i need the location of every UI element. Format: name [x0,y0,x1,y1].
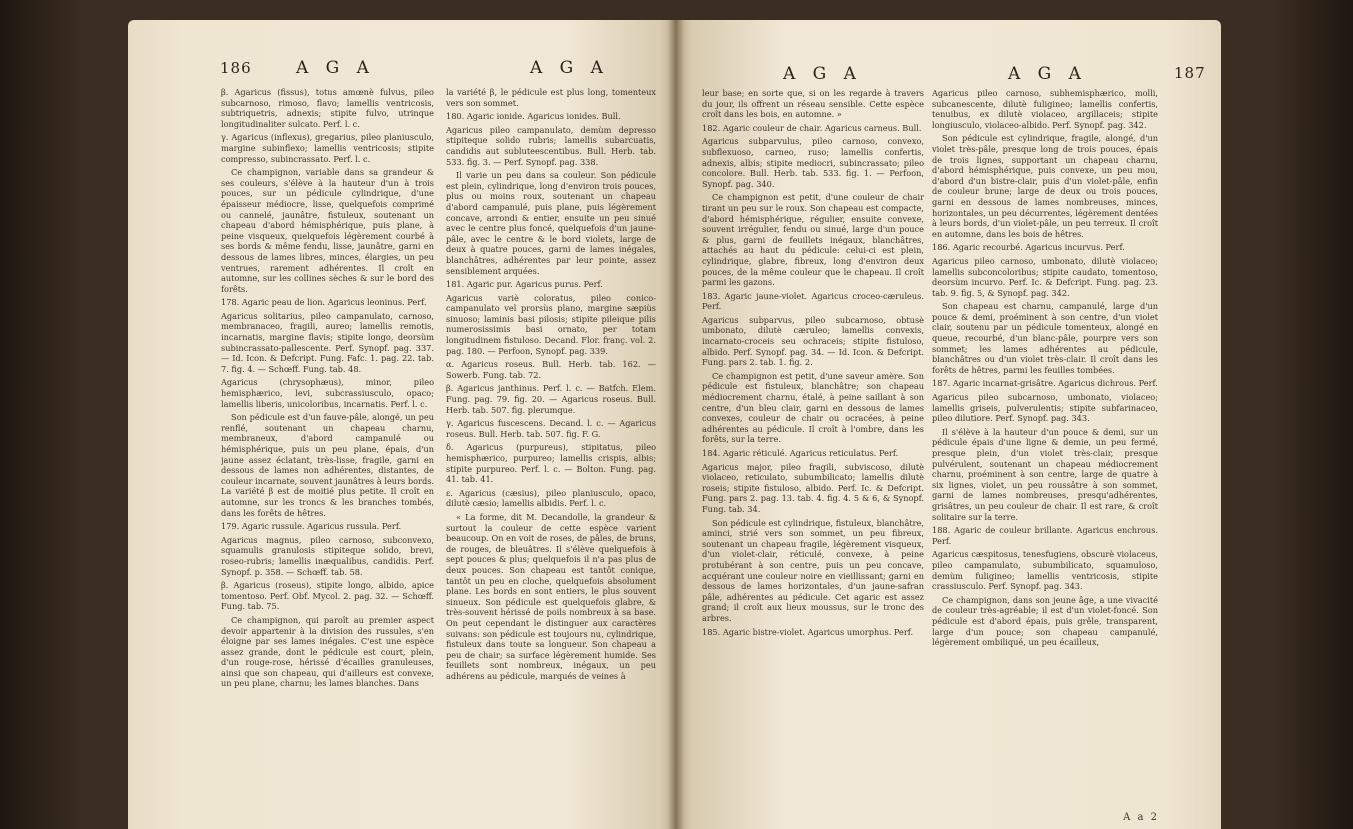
paragraph: Agaricus pileo subcarnoso, umbonato, violaceo; lamellis griseis, pulverulentis; stipite subfarinaceo, pileo dilutiore. Perf. Synopf. pag. 343. [932,392,1158,424]
entry-heading: 188. Agaric de couleur brillante. Agaricus enchrous. Perf. [932,525,1158,546]
paragraph: la variété β, le pédicule est plus long, tomenteux vers son sommet. [446,87,656,108]
paragraph: Agaricus cæspitosus, tenesfugiens, obscurè violaceus, pileo campanulato, subumbilicato, squamuloso, demùm fuligineo; lamellis ventricosis, stipite crassiusculo. Perf. Synopf. pag. 343. [932,549,1158,592]
running-head-right: A G A [530,58,609,78]
entry-heading: 184. Agaric réticulé. Agaricus reticulatus. Perf. [702,448,899,458]
paragraph: Son chapeau est charnu, campanulé, large d'un pouce & demi, proéminent à son centre, d'un violet clair, soutenu par un pédicule tomenteux, alongé en queue, recourbé, d'un blanc-pâle, pourpre vers son sommet; les lames adhérentes au pédicule, blanchâtres ou d'un violet très-clair. Il croît dans les forêts de hêtres, parmi les feuilles tombées. [932,301,1158,375]
entry-heading: 186. Agaric recourbé. Agaricus incurvus. Perf. [932,242,1125,253]
page-number: 187 [1174,64,1206,82]
paragraph: leur base; en sorte que, si on les regarde à travers du jour, ils offrent un réseau sensible. Cette espèce croît dans les bois, en automne. » [702,88,924,120]
book-gutter [668,20,684,829]
running-head-right: A G A [1008,64,1087,84]
entry-heading: 179. Agaric russule. Agaricus russula. Perf. [221,521,402,532]
paragraph: Agaricus pileo campanulato, demùm depresso stipiteque solido rubris; lamellis subarcuatis, candidis aut subluteescentibus. Bull. Herb. tab. 533. fig. 3. — Perf. Synopf. pag. 338. [446,124,656,167]
paragraph: « La forme, dit M. Decandolle, la grandeur & surtout la couleur de cette espèce varient beaucoup. On en voit de roses, de pâles, de bruns, de rouges, de bleuâtres. Il s'élève quelquefois à sept pouces & plus; quelquefois il n'a pas plus de deux pouces. Son chapeau est tantôt conique, tantôt un peu en cloche, quelquefois absolument plane. Les bords en sont entiers, le plus souvent sinueux. Son pédicule est quelquefois glabre, & très-souvent hérissé de poils nombreux à sa base. On peut cependant le distinguer aux caractères suivans: son pédicule est toujours nu, cylindrique, fistuleux dans toute sa longueur. Son chapeau a peu de chair; sa surface légèrement humide. Ses feuillets sont nombreux, inégaux, un peu adhérens au pédicule, marqués de veines à [446,511,656,681]
right-page [676,20,1221,829]
paragraph: Agaricus major, pileo fragili, subviscoso, dilutè violaceo, reticulato, subumbilicato; lamellis dilutè roseis; stipite fistuloso, albido. Perf. Ic. & Defcript. Fung. pars 2. pag. 13. tab. 4. fig. 4. 5 & 6, & Synopf. Fung. tab. 34. [702,461,924,514]
text-column-2 [446,87,656,827]
paragraph: Agaricus solitarius, pileo campanulato, carnoso, membranaceo, fragili, aureo; lamellis remotis, incarnatis, margine flavis; stipite longo, deorsùm subincrassato-pallescente. Perf. Synopf. pag. 337. — Id. Icon. & Defcript. Fung. Fafc. 1. pag. 22. tab. 7. fig. 4. — Schœff. Fung. tab. 48. [221,310,434,374]
paragraph: β. Agaricus (fissus), totus amœnè fulvus, pileo subcarnoso, rimoso, flavo; lamellis ventricosis, subtriquetris, adnexis; stipite fulvo, utrinque longitudinaliter sulcato. Perf. l. c. [221,87,434,129]
paragraph: γ. Agaricus (inflexus), gregarius, pileo planiusculo, margine subinflexo; lamellis ventricosis; stipite compresso, subincrassato. Perf. l. c. [221,132,434,164]
running-head-left: A G A [783,64,862,84]
left-page [128,20,676,829]
paragraph: β. Agaricus (roseus), stipite longo, albido, apice tomentoso. Perf. Obf. Mycol. 2. pag. 32. — Schœff. Fung. tab. 75. [221,580,434,612]
paragraph: Agaricus variè coloratus, pileo conico-campanulato vel prorsùs plano, margine sæpiùs sinuoso; laminis basi pilosis; stipite pileique pilis numerosissimis basi ornato, per totam longitudinem fistuloso. Decand. Flor. franç. vol. 2. pag. 180. — Perfoon, Synopf. pag. 339. [446,292,656,356]
paragraph: Agaricus magnus, pileo carnoso, subconvexo, squamulis granulosis stipiteque solido, brevi, roseo-rubris; lamellis inæqualibus, candidis. Perf. Synopf. p. 358. — Schœff. tab. 58. [221,534,434,577]
entry-heading: 185. Agaric bistre-violet. Agaricus umorphus. Perf. [702,626,914,637]
paragraph: Ce champignon est petit, d'une saveur amère. Son pédicule est fistuleux, blanchâtre; son chapeau médiocrement charnu, étalé, à peine saillant à son centre, d'un bleu clair, garni en dessous de lames convexes, couleur de chair ou ocracées, à peine adhérentes au pédicule. Il croît à l'ombre, dans les forêts, sur la terre. [702,370,924,445]
entry-heading: 182. Agaric couleur de chair. Agaricus carneus. Bull. [702,122,922,133]
text-column-1 [221,87,434,827]
paragraph: Agaricus pileo carnoso, subhemisphærico, molli, subcanescente, dilutè fuligineo; lamellis confertis, tenuibus, ex dilutè violaceo, argillaceis; stipite longiusculo, violaceo-albido. Perf. Synopf. pag. 342. [932,88,1158,130]
paragraph: ε. Agaricus (cæsius), pileo planiusculo, opaco, dilutè cæsio; lamellis albidis. Perf. l. c. [446,487,656,509]
paragraph: Agaricus subparvus, pileo subcarnoso, obtusè umbonato, dilutè cæruleo; lamellis convexis, incarnato-croceis seu ochraceis; stipite fistuloso, albido. Perf. Synopf. pag. 34. — Id. Icon. & Defcript. Fung. pars 2. tab. 1. fig. 2. [702,314,924,368]
paragraph: Son pédicule est cylindrique, fragile, alongé, d'un violet très-pâle, presque long de trois pouces, épais de trois lignes, supportant un chapeau charnu, d'abord hémisphérique, puis convexe, un peu mou, d'abord d'un bistre-clair, puis d'un violet-pâle, enfin de couleur brune; large de deux ou trois pouces, garni en dessous de lames nombreuses, minces, horizontales, un peu décurrentes, légèrement dentées à leurs bords, d'un violet-pâle, un peu terreux. Il croît en automne, dans les bois de hêtres. [932,133,1158,239]
paragraph: Ce champignon, dans son jeune âge, a une vivacité de couleur très-agréable; il est d'un violet-foncé. Son pédicule est d'abord épais, puis grêle, transparent, large d'un pouce; son chapeau campanulé, légèrement ombiliqué, un peu écailleux, [932,594,1158,648]
page-number: 186 [220,59,252,77]
entry-heading: 178. Agaric peau de lion. Agaricus leoninus. Perf. [221,297,427,308]
signature-mark: A a 2 [1123,812,1159,823]
paragraph: Ce champignon, qui paroît au premier aspect devoir appartenir à la division des russules, s'en éloigne par ses lames inégales. C'est une espèce assez grande, dont le pédicule est court, plein, d'un rouge-rose, hérissé d'écailles granuleuses, ainsi que son chapeau, qui d'ailleurs est convexe, un peu plane, charnu; les lames blanches. Dans [221,614,434,689]
text-column-2 [932,88,1158,808]
paragraph: Son pédicule est d'un fauve-pâle, alongé, un peu renflé, soutenant un chapeau charnu, membraneux, d'abord campanulé ou hémisphérique, puis un peu plane, épais, d'un jaune assez éclatant, très-lisse, fragile, garni en dessous de lames non adhérentes, distantes, de couleur incarnate, souvent jaunâtres à leurs bords. La variété β est de moitié plus petite. Il croît en automne, sur les troncs & les branches tombés, dans les forêts de hêtres. [221,412,434,518]
paragraph: β. Agaricus janthinus. Perf. l. c. — Batfch. Elem. Fung. pag. 79. fig. 20. — Agaricus roseus. Bull. Herb. tab. 507. fig. plerumque. [446,383,656,415]
paragraph: Ce champignon est petit, d'une couleur de chair tirant un peu sur le roux. Son chapeau est compacte, d'abord hémisphérique, régulier, ensuite convexe, souvent irrégulier, fendu ou sinué, large d'un pouce & plus, garni de feuillets inégaux, blanchâtres, attachés au haut du pédicule: celui-ci est plein, cylindrique, glabre, fibreux, long d'environ deux pouces, de la même couleur que le chapeau. Il croît parmi les gazons. [702,192,924,288]
paragraph: Ce champignon, variable dans sa grandeur & ses couleurs, s'élève à la hauteur d'un à trois pouces, sur un pédicule cylindrique, d'une épaisseur médiocre, lisse, quelquefois comprimé ou cannelé, jaunâtre, fistuleux, soutenant un chapeau d'abord hémisphérique, puis plane, à peine visqueux, quelquefois légèrement courbé à ses bords & même fendu, lisse, jaunâtre, garni en dessous de lames libres, minces, élargies, un peu ventrues, rarement adhérentes. Il croît en automne, sur les collines sèches & sur le bord des forêts. [221,167,434,294]
entry-heading: 180. Agaric ionide. Agaricus ionides. Bull. [446,111,621,122]
running-head-left: A G A [296,58,375,78]
entry-heading: 187. Agaric incarnat-grisâtre. Agaricus dichrous. Perf. [932,378,1158,389]
paragraph: γ. Agaricus fuscescens. Decand. l. c. — Agaricus roseus. Bull. Herb. tab. 507. fig. F. G. [446,418,656,439]
paragraph: Il s'élève à la hauteur d'un pouce & demi, sur un pédicule épais d'une ligne & demie, un peu fermé, presque plein, d'un violet très-clair, presque pulvérulent, soutenant un chapeau médiocrement charnu, proéminent à son centre, large de quatre à six lignes, violet, un peu roussâtre à son sommet, garni de lames nombreuses, presqu'adhérentes, grisâtres, un peu couleur de chair. Il est rare, & croît solitaire sur la terre. [932,426,1158,522]
paragraph: Son pédicule est cylindrique, fistuleux, blanchâtre, aminci, strié vers son sommet, un peu fibreux, soutenant un chapeau fragile, légèrement visqueux, d'un violet-clair, réticulé, convexe, à peine protubérant à son centre, puis un peu concave, acquérant une couleur noire en vieillissant; garni en dessous de lames horizontales, d'un jaune-safran pâle, adhérentes au pédicule. Cet agaric est assez grand; il croît aux lieux moussus, sur le tronc des arbres. [702,517,924,623]
text-column-1 [702,88,924,824]
paragraph: Agaricus (chrysophæus), minor, pileo hemisphærico, levi, subcrassiusculo, opaco; lamellis liberis, unicoloribus, incarnatis. Perf. l. c. [221,377,434,409]
paragraph: α. Agaricus roseus. Bull. Herb. tab. 162. — Sowerb. Fung. tab. 72. [446,359,656,380]
paragraph: δ. Agaricus (purpureus), stipitatus, pileo hemisphærico, purpureo; lamellis crispis, albis; stipite purpureo. Perf. l. c. — Bolton. Fung. pag. 41. tab. 41. [446,442,656,485]
paragraph: Agaricus pileo carnoso, umbonato, dilutè violaceo; lamellis subconcoloribus; stipite caudato, tomentoso, deorsùm incurvo. Perf. Ic. & Defcript. Fung. pag. 23. tab. 9. fig. 5, & Synopf. pag. 342. [932,255,1158,298]
paragraph: Il varie un peu dans sa couleur. Son pédicule est plein, cylindrique, long d'environ trois pouces, plus ou moins roux, soutenant un chapeau d'abord campanulé, puis plane, puis légèrement concave, arrondi & entier, ensuite un peu sinué avec le centre plus foncé, quelquefois d'un jaune-pâle, avec le centre & le bord violets, large de deux à quatre pouces, garni de lames inégales, blanchâtres, adhérentes par leur pointe, assez sensiblement arquées. [446,170,656,276]
entry-heading: 183. Agaric jaune-violet. Agaricus croceo-cæruleus. Perf. [702,290,924,312]
entry-heading: 181. Agaric pur. Agaricus purus. Perf. [446,279,603,290]
paragraph: Agaricus subparvulus, pileo carnoso, convexo, subflexuoso, carneo, ruso; lamellis confertis, adnexis, albis; stipite mediocri, subincrassato; pileo concolore. Bull. Herb. tab. 533. fig. 1. — Perfoon, Synopf. pag. 340. [702,136,924,189]
